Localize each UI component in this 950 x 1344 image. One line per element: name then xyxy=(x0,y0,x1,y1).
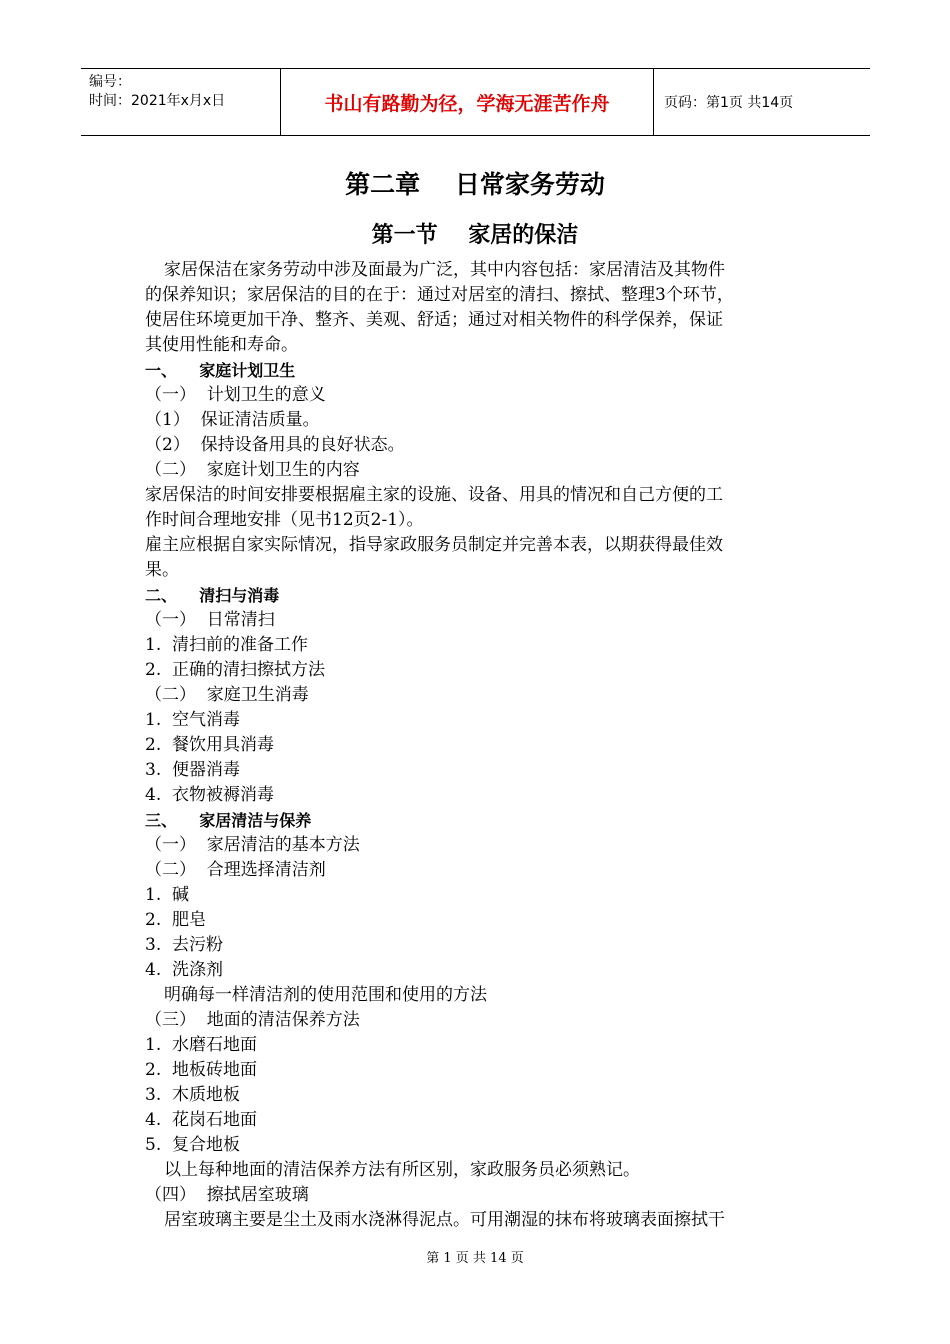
body-line: 明确每一样清洁剂的使用范围和使用的方法 xyxy=(164,985,487,1005)
body-line: （2） 保持设备用具的良好状态。 xyxy=(145,435,405,455)
section-title: 第一节 家居的保洁 xyxy=(371,223,579,248)
body-line: 的保养知识；家居保洁的目的在于：通过对居室的清扫、擦拭、整理3个环节， xyxy=(145,285,734,305)
body-line: 2. 餐饮用具消毒 xyxy=(145,735,275,755)
body-line: 作时间合理地安排（见书12页2-1）。 xyxy=(145,510,424,530)
header-motto: 书山有路勤为径，学海无涯苦作舟 xyxy=(281,69,654,135)
body-line: （一） 家居清洁的基本方法 xyxy=(145,835,360,855)
body-line: （四） 擦拭居室玻璃 xyxy=(145,1185,309,1205)
body-line: 3. 去污粉 xyxy=(145,935,224,955)
body-line: 3. 木质地板 xyxy=(145,1085,241,1105)
body-line: 其使用性能和寿命。 xyxy=(145,335,298,355)
number-label: 编号： xyxy=(89,74,131,90)
body-line: 雇主应根据自家实际情况，指导家政服务员制定并完善本表，以期获得最佳效 xyxy=(145,535,723,555)
body-line: 4. 洗涤剂 xyxy=(145,960,224,980)
body-line: 1. 水磨石地面 xyxy=(145,1035,258,1055)
header-table xyxy=(81,68,870,136)
body-line: 家居保洁的时间安排要根据雇主家的设施、设备、用具的情况和自己方便的工 xyxy=(145,485,723,505)
section-heading: 一、 家庭计划卫生 xyxy=(145,361,296,380)
body-line: 果。 xyxy=(145,560,179,580)
date-label: 时间：2021年x月x日 xyxy=(89,93,226,109)
chapter-title: 第二章 日常家务劳动 xyxy=(345,170,605,199)
body-line: 1. 清扫前的准备工作 xyxy=(145,635,309,655)
body-line: 4. 花岗石地面 xyxy=(145,1110,258,1130)
body-line: 居室玻璃主要是尘土及雨水浇淋得泥点。可用潮湿的抹布将玻璃表面擦拭干 xyxy=(164,1210,725,1230)
body-line: 4. 衣物被褥消毒 xyxy=(145,785,275,805)
body-line: 3. 便器消毒 xyxy=(145,760,241,780)
body-line: （三） 地面的清洁保养方法 xyxy=(145,1010,360,1030)
header-meta xyxy=(81,69,281,135)
body-line: 家居保洁在家务劳动中涉及面最为广泛，其中内容包括：家居清洁及其物件 xyxy=(164,260,725,280)
body-line: 5. 复合地板 xyxy=(145,1135,241,1155)
body-line: 2. 肥皂 xyxy=(145,910,207,930)
body-line: （二） 家庭计划卫生的内容 xyxy=(145,460,360,480)
document-body xyxy=(145,258,810,1233)
body-line: 2. 地板砖地面 xyxy=(145,1060,258,1080)
body-line: 使居住环境更加干净、整齐、美观、舒适；通过对相关物件的科学保养，保证 xyxy=(145,310,723,330)
body-line: （二） 合理选择清洁剂 xyxy=(145,860,326,880)
body-line: 以上每种地面的清洁保养方法有所区别，家政服务员必须熟记。 xyxy=(164,1160,640,1180)
page-footer: 第 1 页 共 14 页 xyxy=(426,1251,524,1266)
body-line: （一） 计划卫生的意义 xyxy=(145,385,326,405)
body-line: （1） 保证清洁质量。 xyxy=(145,410,320,430)
body-line: （二） 家庭卫生消毒 xyxy=(145,685,309,705)
section-heading: 三、 家居清洁与保养 xyxy=(145,811,312,830)
header-page-info: 页码：第1页 共14页 xyxy=(664,95,794,111)
body-line: 1. 空气消毒 xyxy=(145,710,241,730)
body-line: 2. 正确的清扫擦拭方法 xyxy=(145,660,326,680)
section-heading: 二、 清扫与消毒 xyxy=(145,586,280,605)
body-line: （一） 日常清扫 xyxy=(145,610,275,630)
body-line: 1. 碱 xyxy=(145,885,190,905)
